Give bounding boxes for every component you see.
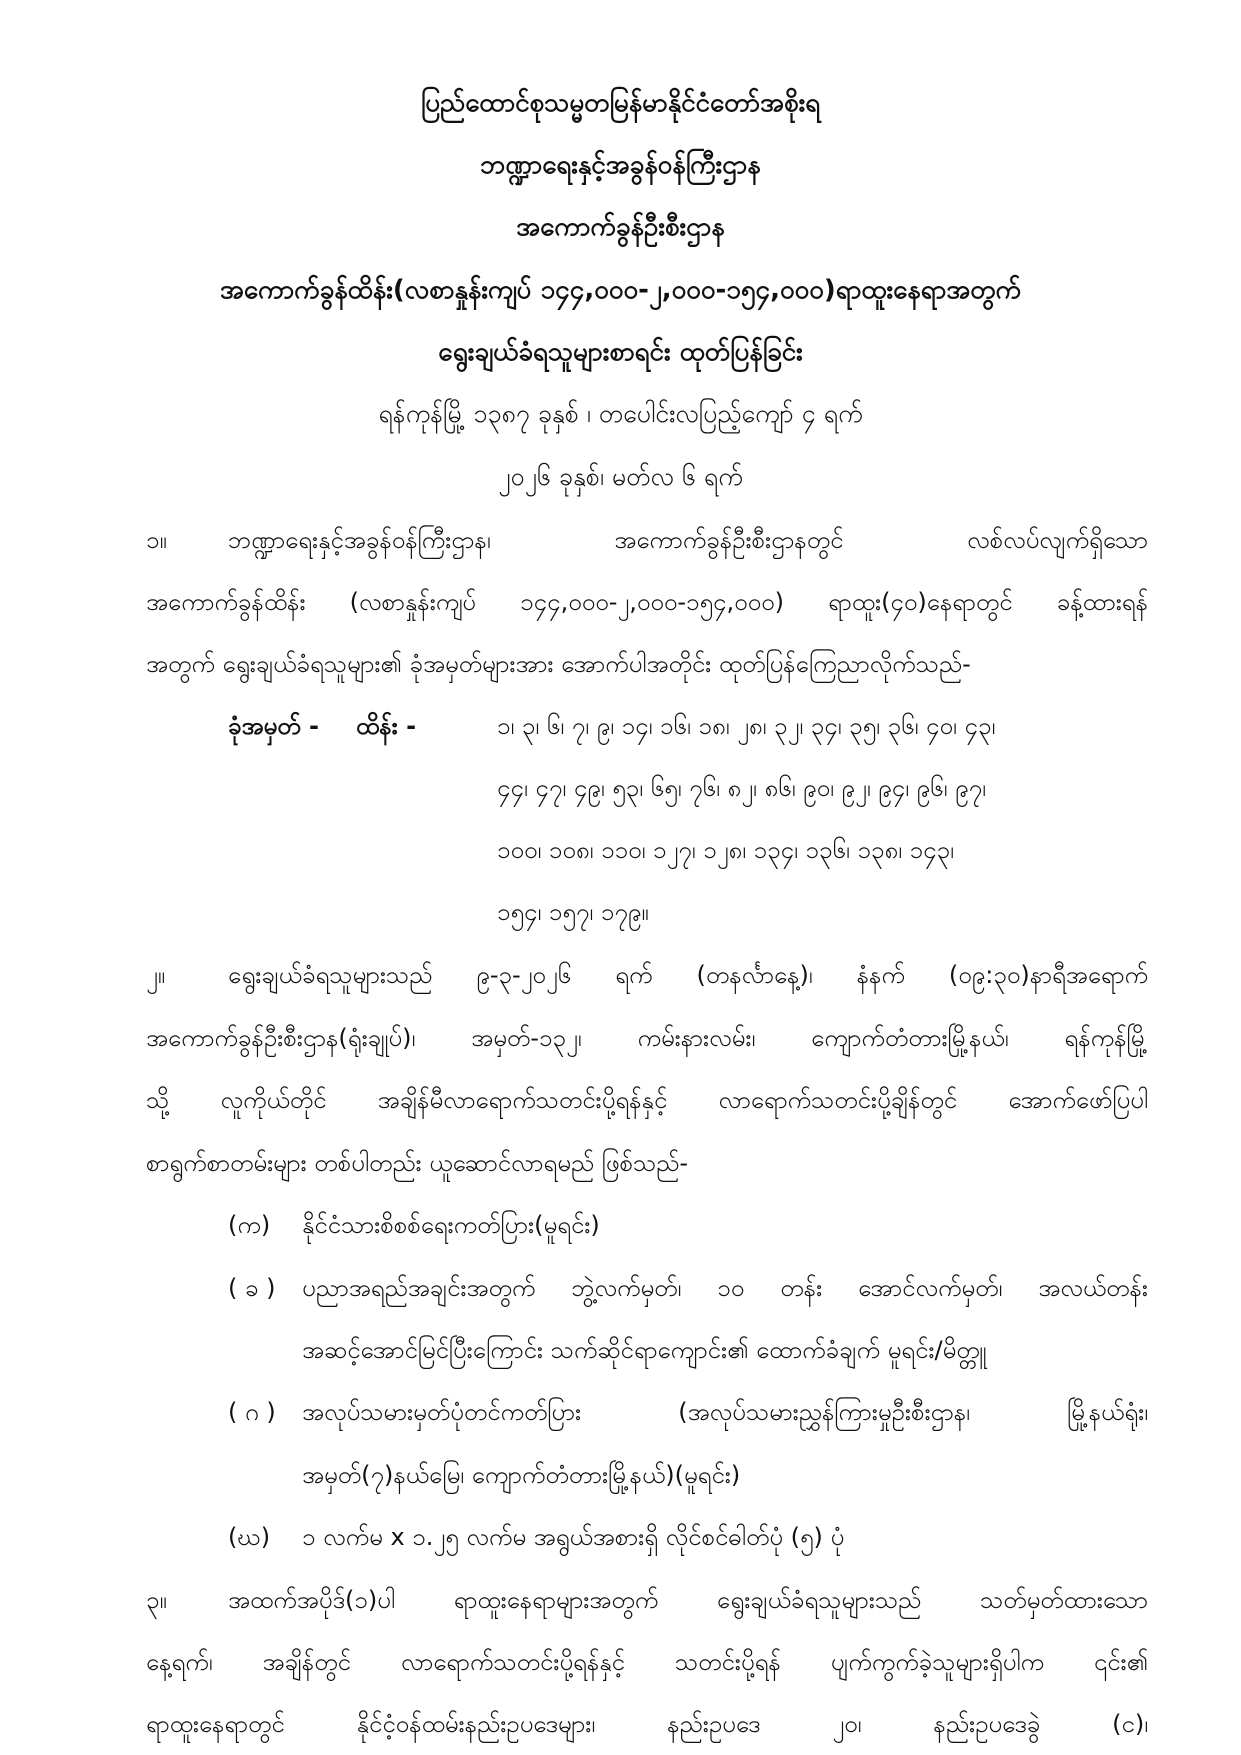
- para2-line4: စာရွက်စာတမ်းများ တစ်ပါတည်း ယူဆောင်လာရမည် ဖြစ်သည်-: [146, 1149, 689, 1177]
- seat-list-line2: ၄၄၊ ၄၇၊ ၄၉၊ ၅၃၊ ၆၅၊ ၇၆၊ ၈၂၊ ၈၆၊ ၉၀၊ ၉၂၊ ၉၄၊ ၉၆၊ ၉၇၊: [497, 774, 986, 802]
- item-kha-text-line1: ပညာအရည်အချင်းအတွက် ဘွဲ့လက်မှတ်၊ ၁၀ တန်း အောင်လက်မှတ်၊ အလယ်တန်း: [302, 1274, 1148, 1302]
- para3-line1: အထက်အပိုဒ်(၁)ပါ ရာထူးနေရာများအတွက် ရွေးချယ်ခံရသူများသည် သတ်မှတ်ထားသော: [228, 1586, 1148, 1614]
- seat-list-line3: ၁၀၀၊ ၁၀၈၊ ၁၁၀၊ ၁၂၇၊ ၁၂၈၊ ၁၃၄၊ ၁၃၆၊ ၁၃၈၊ ၁၄၃၊: [497, 836, 954, 864]
- para3-number: ၃။: [146, 1586, 167, 1614]
- item-ka-label: (က): [228, 1211, 271, 1239]
- seat-list-line1: ၁၊ ၃၊ ၆၊ ၇၊ ၉၊ ၁၄၊ ၁၆၊ ၁၈၊ ၂၈၊ ၃၂၊ ၃၄၊ ၃၅၊ ၃၆၊ ၄၀၊ ၄၃၊: [497, 712, 996, 740]
- header-department: အကောက်ခွန်ဦးစီးဌာန: [516, 212, 725, 242]
- item-gha-label: (ဃ): [228, 1523, 271, 1551]
- item-ga-text-line1: အလုပ်သမားမှတ်ပုံတင်ကတ်ပြား (အလုပ်သမားညွှန်ကြားမှုဦးစီးဌာန၊ မြို့နယ်ရုံး၊: [302, 1398, 1148, 1426]
- para1-line3: အတွက် ရွေးချယ်ခံရသူများ၏ ခုံအမှတ်များအား အောက်ပါအတိုင်း ထုတ်ပြန်ကြေညာလိုက်သည်-: [146, 650, 971, 678]
- date-myanmar: ရန်ကုန်မြို့ ၁၃၈၇ ခုနှစ် ၊ တပေါင်းလပြည့်ကျော် ၄ ရက်: [378, 399, 863, 428]
- header-position: အကောက်ခွန်ထိန်း(လစာနှုန်းကျပ် ၁၄၄,၀၀၀-၂,၀၀၀-၁၅၄,၀၀၀)ရာထူးနေရာအတွက်: [220, 275, 1021, 305]
- para2-number: ၂။: [146, 961, 166, 989]
- date-gregorian: ၂၀၂၆ ခုနှစ်၊ မတ်လ ၆ ရက်: [498, 462, 743, 491]
- item-kha-label: ( ခ ): [228, 1274, 276, 1302]
- para3-line2: နေ့ရက်၊ အချိန်တွင် လာရောက်သတင်းပို့ရန်နှင့် သတင်းပို့ရန် ပျက်ကွက်ခဲ့သူများရှိပါက ၎င်း၏: [146, 1648, 1148, 1676]
- para2-line2: အကောက်ခွန်ဦးစီးဌာန(ရုံးချုပ်)၊ အမှတ်-၁၃၂၊ ကမ်းနားလမ်း၊ ကျောက်တံတားမြို့နယ်၊ ရန်ကုန်မြို့: [146, 1024, 1148, 1052]
- item-ga-text-line2: အမှတ်(၇)နယ်မြေ၊ ကျောက်တံတားမြို့နယ်)(မူရင်း): [302, 1461, 741, 1489]
- item-gha-text: ၁ လက်မ x ၁.၂၅ လက်မ အရွယ်အစားရှိ လိုင်စင်ဓါတ်ပုံ (၅) ပုံ: [302, 1523, 845, 1551]
- para2-line3: သို့ လူကိုယ်တိုင် အချိန်မီလာရောက်သတင်းပို့ရန်နှင့် လာရောက်သတင်းပို့ချိန်တွင် အောက်ဖော်ပြပါ: [146, 1086, 1148, 1114]
- para3-line3: ရာထူးနေရာတွင် နိုင်ငံ့ဝန်ထမ်းနည်းဥပဒေများ၊ နည်းဥပဒေ ၂၀၊ နည်းဥပဒေခွဲ (င)၊: [146, 1710, 1148, 1738]
- item-ka-text: နိုင်ငံသားစိစစ်ရေးကတ်ပြား(မူရင်း): [302, 1211, 600, 1239]
- header-ministry: ဘဏ္ဍာရေးနှင့်အခွန်ဝန်ကြီးဌာန: [480, 150, 761, 180]
- item-kha-text-line2: အဆင့်အောင်မြင်ပြီးကြောင်း သက်ဆိုင်ရာကျောင်း၏ ထောက်ခံချက် မူရင်း/မိတ္တူ: [302, 1336, 987, 1364]
- seat-number-label: ခုံအမှတ် -: [228, 712, 319, 740]
- para2-line1: ရွေးချယ်ခံရသူများသည် ၉-၃-၂၀၂၆ ရက် (တနင်္လာနေ့)၊ နံနက် (၀၉:၃၀)နာရီအရောက်: [228, 961, 1148, 989]
- item-ga-label: ( ဂ ): [228, 1398, 276, 1426]
- para1-line1: ဘဏ္ဍာရေးနှင့်အခွန်ဝန်ကြီးဌာန၊ အကောက်ခွန်ဦးစီးဌာနတွင် လစ်လပ်လျက်ရှိသော: [228, 526, 1148, 554]
- para1-number: ၁။: [146, 526, 167, 554]
- header-announcement: ရွေးချယ်ခံရသူများစာရင်း ထုတ်ပြန်ခြင်း: [438, 337, 803, 367]
- para1-line2: အကောက်ခွန်ထိန်း (လစာနှုန်းကျပ် ၁၄၄,၀၀၀-၂,၀၀၀-၁၅၄,၀၀၀) ရာထူး(၄၀)နေရာတွင် ခန့်ထားရန်: [146, 588, 1148, 616]
- post-label: ထိန်း -: [356, 712, 417, 740]
- seat-list-line4: ၁၅၄၊ ၁၅၇၊ ၁၇၉။: [497, 898, 649, 926]
- header-government: ပြည်ထောင်စုသမ္မတမြန်မာနိုင်ငံတော်အစိုးရ: [420, 88, 821, 118]
